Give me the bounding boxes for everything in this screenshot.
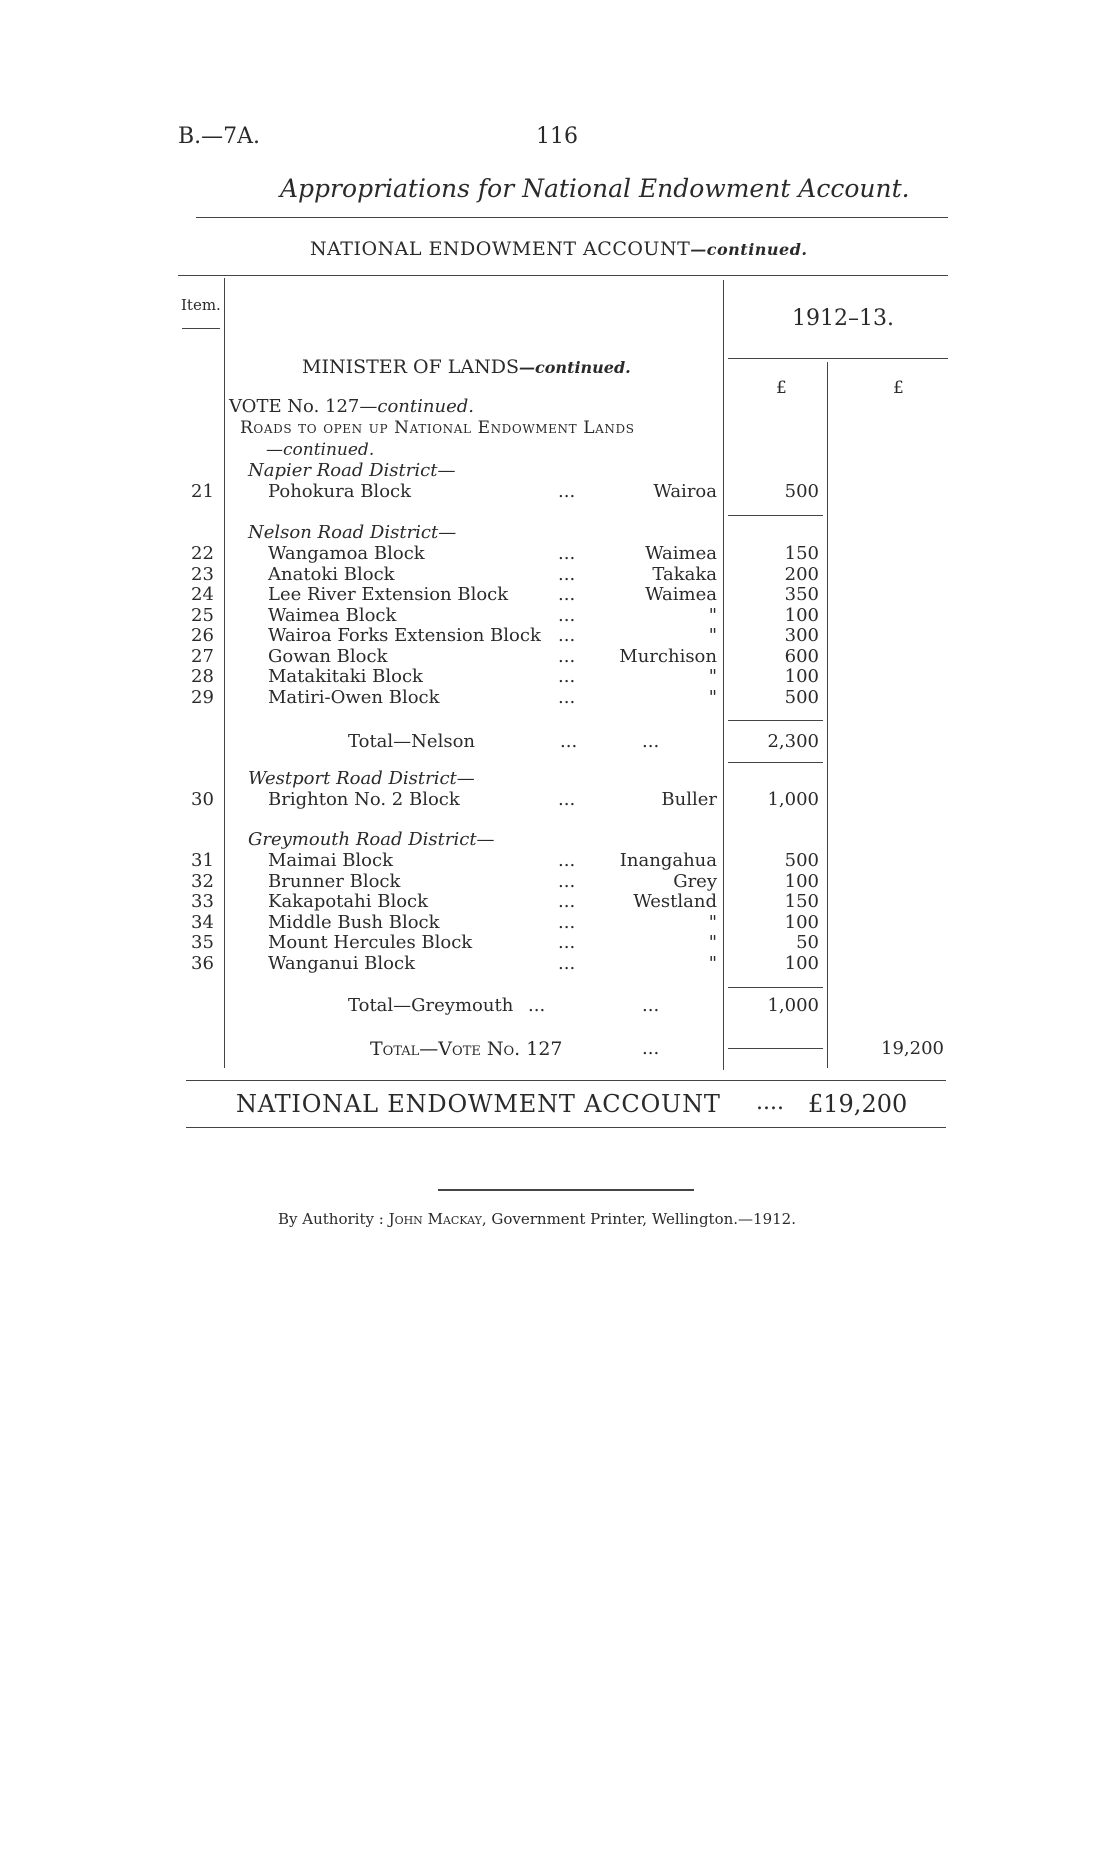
table-row-name: Matiri-Owen Block xyxy=(268,686,440,708)
greymouth-total-amount: 1,000 xyxy=(767,995,819,1016)
table-row-item: 30 xyxy=(191,789,214,810)
table-row-item: 23 xyxy=(191,563,214,585)
table-row-dots: ... xyxy=(558,911,576,933)
page-number: 116 xyxy=(536,124,578,149)
ministry-text: MINISTER OF LANDS xyxy=(302,356,520,378)
table-row-amount: 200 xyxy=(784,563,819,585)
table-row-dots: ... xyxy=(558,891,576,912)
table-row-name: Brighton No. 2 Block xyxy=(268,789,460,810)
table-row-dots: ... xyxy=(558,645,576,667)
subhead-cont: —continued. xyxy=(266,440,375,460)
table-row-name: Maimai Block xyxy=(268,850,394,871)
amount-column-divider xyxy=(723,280,724,1070)
table-row-county: Inangahua xyxy=(619,850,717,871)
table-row-amount: 100 xyxy=(784,604,819,626)
item-column-divider xyxy=(224,278,225,1068)
table-row-amount: 50 xyxy=(796,932,819,953)
table-row-name: Matakitaki Block xyxy=(268,666,423,687)
year-header-rule xyxy=(728,358,948,359)
vote-suffix: —continued. xyxy=(359,396,474,417)
account-title-suffix: —continued. xyxy=(690,240,808,259)
table-row-county: Takaka xyxy=(652,563,717,585)
table-row-item: 26 xyxy=(191,625,214,646)
year-header: 1912–13. xyxy=(792,306,894,331)
table-row-county: " xyxy=(708,952,717,974)
table-row-name: Pohokura Block xyxy=(268,481,412,502)
table-row-county: Waimea xyxy=(645,543,717,564)
account-title xyxy=(310,238,807,260)
table-row-name: Mount Hercules Block xyxy=(268,932,473,953)
footer-printer-name: John Mackay xyxy=(388,1210,482,1228)
ministry-suffix: —continued. xyxy=(519,358,631,377)
table-row-name: Wangamoa Block xyxy=(268,543,425,564)
table-row-county: " xyxy=(708,911,717,933)
table-row-amount: 500 xyxy=(784,686,819,708)
napier-heading: Napier Road District— xyxy=(248,460,456,481)
table-row-item: 24 xyxy=(191,584,214,605)
table-row-dots: ... xyxy=(558,543,576,564)
table-row-amount: 300 xyxy=(784,625,819,646)
table-row-amount: 100 xyxy=(784,911,819,933)
table-row-dots: ... xyxy=(558,604,576,626)
summary-amount: £19,200 xyxy=(808,1090,908,1118)
item-header-rule xyxy=(182,328,220,329)
table-row-amount: 150 xyxy=(784,891,819,912)
table-row-dots: ... xyxy=(558,850,576,871)
table-row-name: Middle Bush Block xyxy=(268,911,440,933)
greymouth-total-dots1: ... xyxy=(528,995,546,1016)
table-row-item: 29 xyxy=(191,686,214,708)
account-title-text: NATIONAL ENDOWMENT ACCOUNT xyxy=(310,238,691,260)
table-row-name: Lee River Extension Block xyxy=(268,584,509,605)
table-row-item: 34 xyxy=(191,911,214,933)
table-row-item: 32 xyxy=(191,870,214,892)
subhead: Roads to open up National Endowment Lands xyxy=(240,418,635,438)
table-row-dots: ... xyxy=(558,686,576,708)
footer-imprint xyxy=(278,1210,796,1228)
vote-total-label: Total—Vote No. 127 xyxy=(370,1038,563,1060)
table-row-county: " xyxy=(708,932,717,953)
item-header: Item. xyxy=(181,296,221,314)
footer-prefix: By Authority : xyxy=(278,1210,384,1228)
table-row-county: " xyxy=(708,604,717,626)
greymouth-subtotal-rule xyxy=(728,987,823,988)
nelson-total-dots1: ... xyxy=(560,731,578,752)
table-row-name: Waimea Block xyxy=(268,604,397,626)
table-row-amount: 100 xyxy=(784,666,819,687)
table-row-item: 22 xyxy=(191,543,214,564)
westport-heading: Westport Road District— xyxy=(248,768,475,789)
nelson-total-dots2: ... xyxy=(642,731,660,752)
currency-col1: £ xyxy=(776,378,787,398)
greymouth-heading: Greymouth Road District— xyxy=(248,829,495,850)
greymouth-total-dots2: ... xyxy=(642,995,660,1016)
table-row-dots: ... xyxy=(558,789,576,810)
table-row-name: Brunner Block xyxy=(268,870,401,892)
table-row-amount: 600 xyxy=(784,645,819,667)
table-row-dots: ... xyxy=(558,625,576,646)
table-row-item: 27 xyxy=(191,645,214,667)
vote-heading xyxy=(229,396,474,417)
table-row-item: 21 xyxy=(191,481,214,502)
currency-col2: £ xyxy=(893,378,904,398)
summary-top-rule xyxy=(186,1080,946,1081)
table-row-item: 33 xyxy=(191,891,214,912)
vote-text: VOTE No. 127 xyxy=(229,396,360,417)
table-row-name: Gowan Block xyxy=(268,645,388,667)
table-row-dots: ... xyxy=(558,952,576,974)
table-row-amount: 500 xyxy=(784,850,819,871)
table-row-amount: 150 xyxy=(784,543,819,564)
nelson-heading: Nelson Road District— xyxy=(248,522,457,543)
table-row-item: 35 xyxy=(191,932,214,953)
table-row-dots: ... xyxy=(558,666,576,687)
table-row-item: 25 xyxy=(191,604,214,626)
table-row-item: 28 xyxy=(191,666,214,687)
table-row-county: Waimea xyxy=(645,584,717,605)
table-row-county: Murchison xyxy=(619,645,717,667)
table-row-county: " xyxy=(708,686,717,708)
table-row-amount: 500 xyxy=(784,481,819,502)
summary-dots: .... xyxy=(756,1090,784,1115)
running-title: Appropriations for National Endowment Account. xyxy=(280,174,910,203)
nelson-total-rule xyxy=(728,762,823,763)
table-row-name: Kakapotahi Block xyxy=(268,891,429,912)
napier-subtotal-rule xyxy=(728,515,823,516)
table-row-dots: ... xyxy=(558,563,576,585)
table-row-county: Buller xyxy=(661,789,717,810)
table-row-name: Anatoki Block xyxy=(268,563,395,585)
vote-total-amount: 19,200 xyxy=(881,1038,944,1059)
table-row-amount: 1,000 xyxy=(767,789,819,810)
summary-bottom-rule xyxy=(186,1127,946,1128)
table-row-county: Wairoa xyxy=(653,481,717,502)
table-row-county: " xyxy=(708,666,717,687)
table-row-amount: 100 xyxy=(784,952,819,974)
nelson-subtotal-rule xyxy=(728,720,823,721)
table-row-dots: ... xyxy=(558,932,576,953)
footer-rule xyxy=(438,1189,694,1191)
vote-total-dots: ... xyxy=(642,1038,660,1059)
ministry-heading xyxy=(302,356,631,378)
footer-suffix: , Government Printer, Wellington.—1912. xyxy=(481,1210,796,1228)
greymouth-total-label: Total—Greymouth xyxy=(348,995,514,1016)
page-ref: B.—7A. xyxy=(178,124,261,149)
table-top-rule xyxy=(178,275,948,276)
table-row-county: Grey xyxy=(673,870,717,892)
table-row-dots: ... xyxy=(558,870,576,892)
nelson-total-amount: 2,300 xyxy=(767,731,819,752)
table-row-name: Wanganui Block xyxy=(268,952,415,974)
total-column-divider xyxy=(827,362,828,1068)
summary-label: NATIONAL ENDOWMENT ACCOUNT xyxy=(236,1090,721,1118)
nelson-total-label: Total—Nelson xyxy=(348,731,475,752)
vote-total-rule xyxy=(728,1048,823,1049)
table-row-amount: 350 xyxy=(784,584,819,605)
table-row-dots: ... xyxy=(558,584,576,605)
table-row-county: Westland xyxy=(633,891,717,912)
table-row-amount: 100 xyxy=(784,870,819,892)
table-row-county: " xyxy=(708,625,717,646)
table-row-name: Wairoa Forks Extension Block xyxy=(268,625,541,646)
table-row-item: 36 xyxy=(191,952,214,974)
table-row-item: 31 xyxy=(191,850,214,871)
title-rule xyxy=(196,217,948,218)
table-row-dots: ... xyxy=(558,481,576,502)
